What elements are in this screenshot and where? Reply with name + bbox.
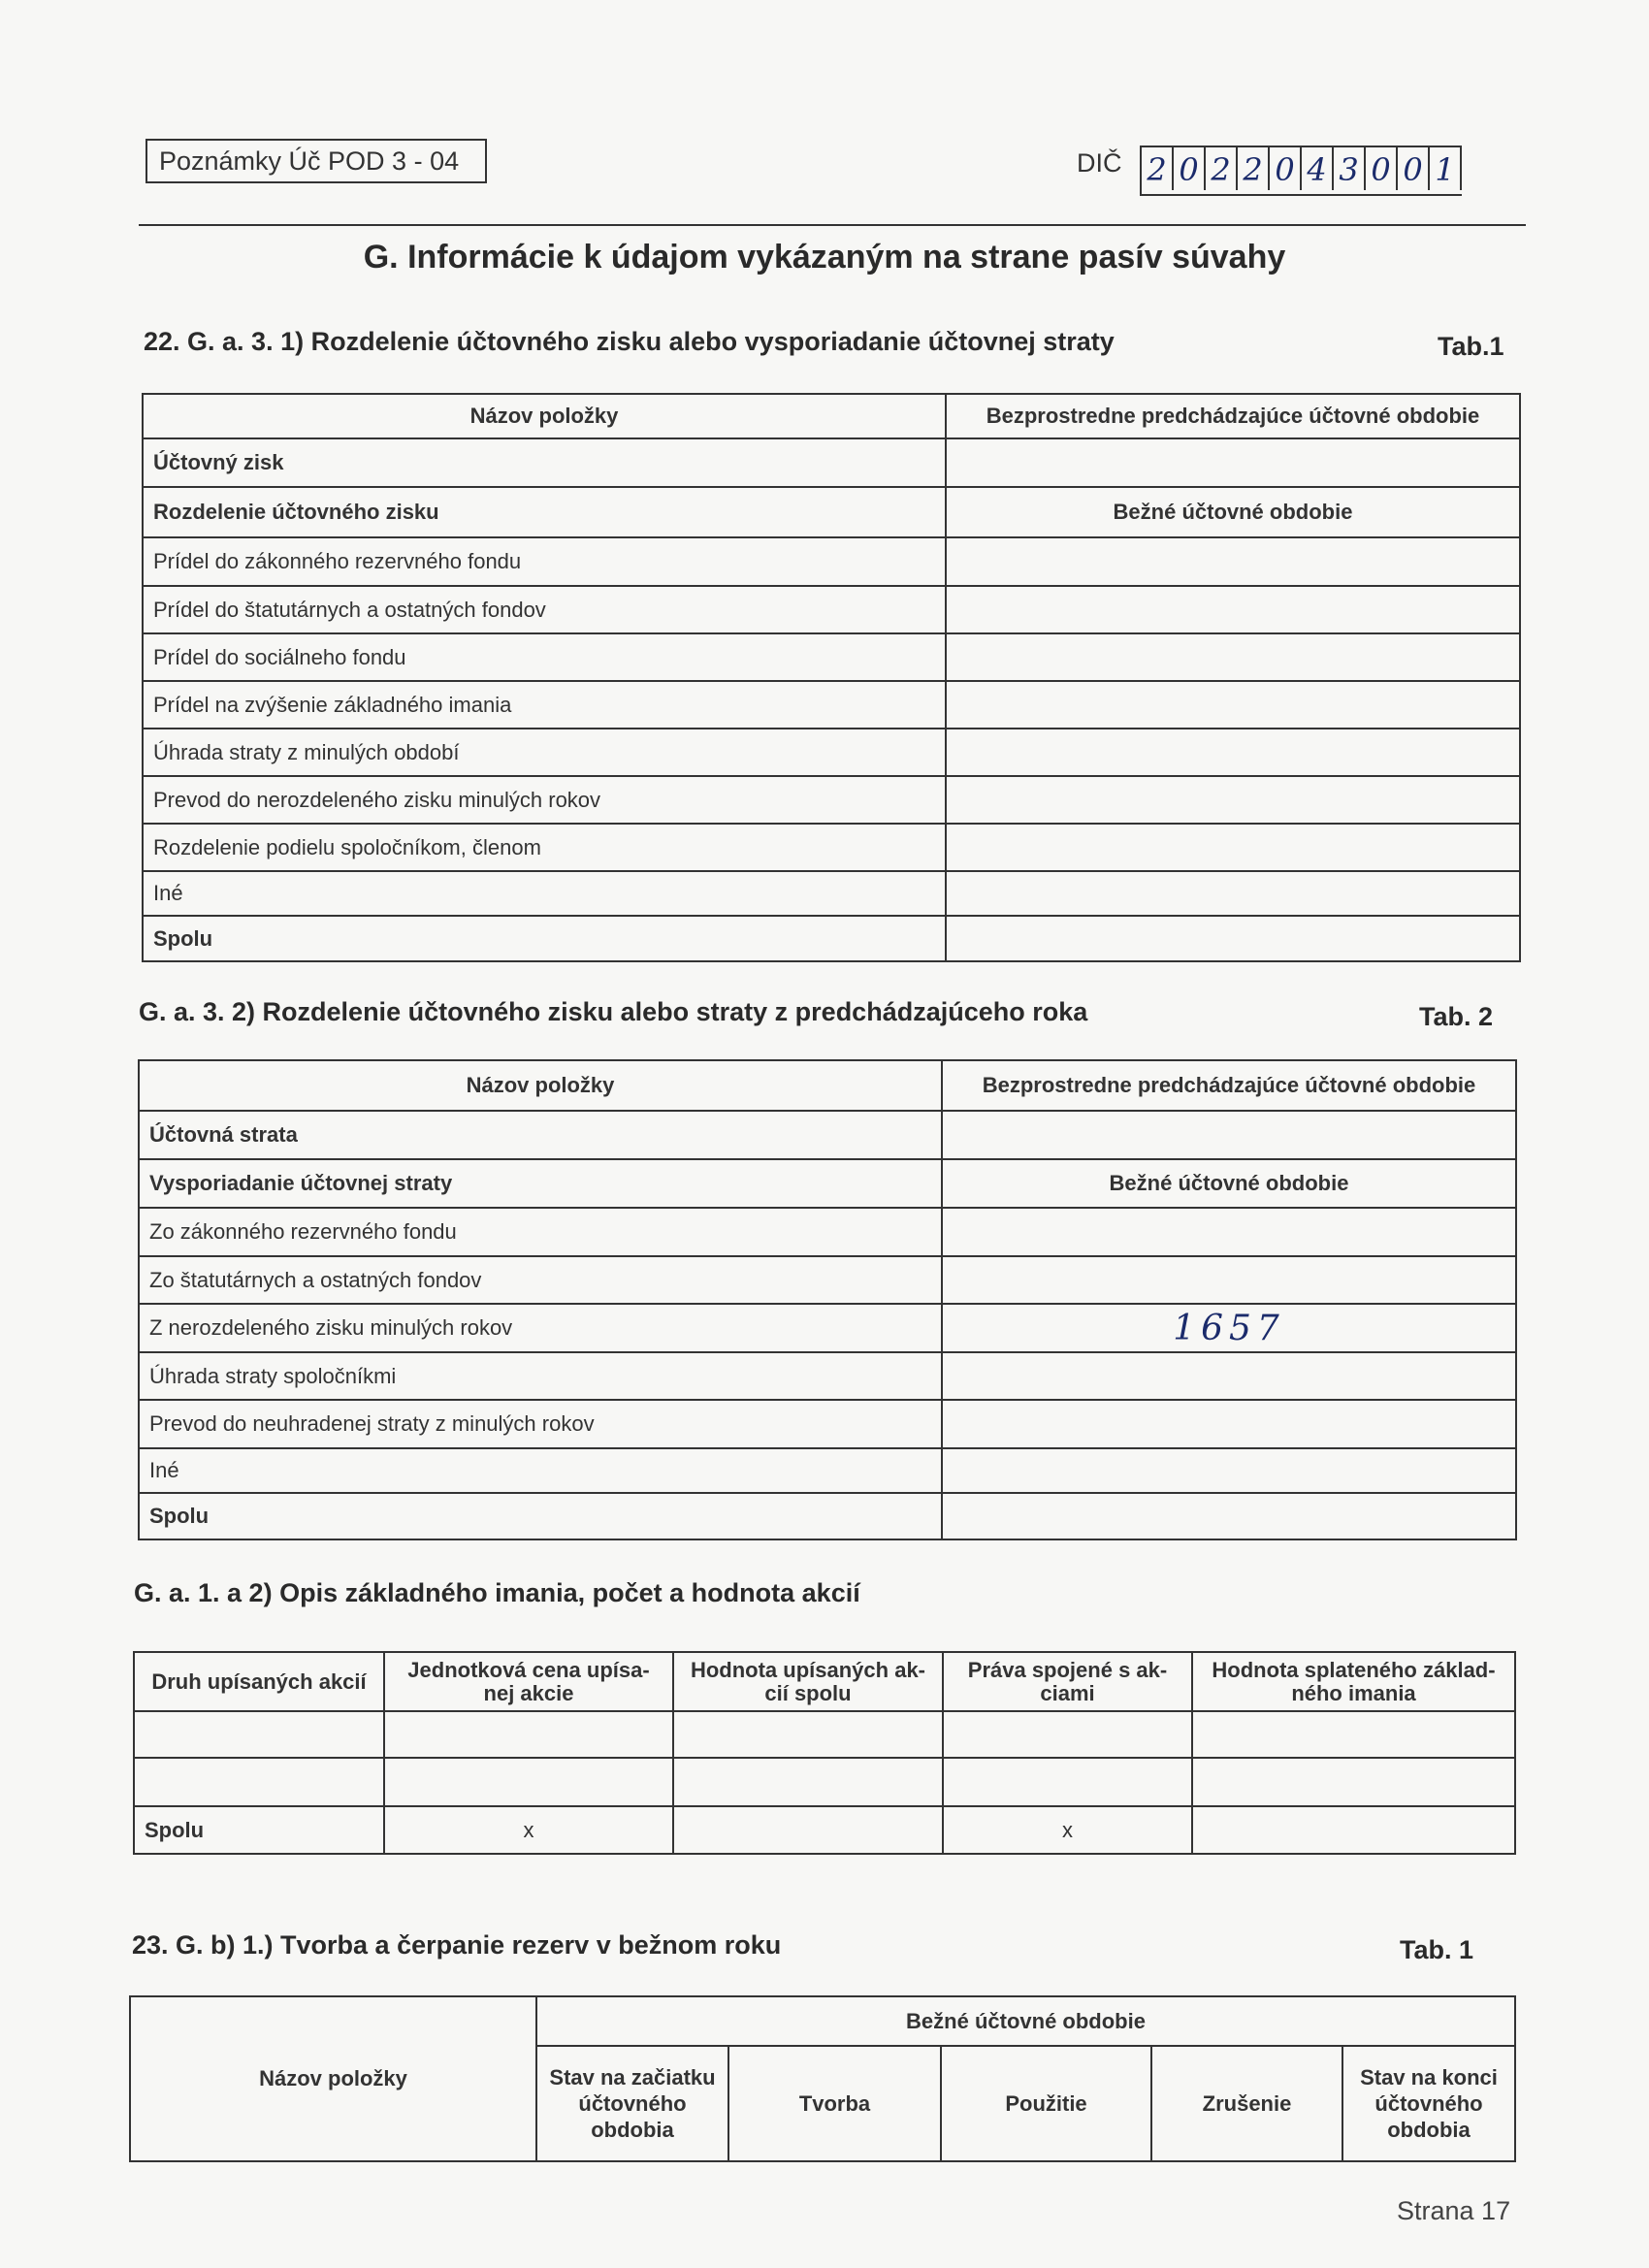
table1-row-value[interactable] bbox=[946, 824, 1520, 871]
table2-loss-value[interactable] bbox=[942, 1111, 1516, 1159]
table1-title: 22. G. a. 3. 1) Rozdelenie účtovného zisku alebo vysporiadanie účtovnej straty bbox=[144, 327, 1115, 356]
table2-title: G. a. 3. 2) Rozdelenie účtovného zisku alebo straty z predchádzajúceho roka bbox=[139, 997, 1088, 1026]
table2-col-prev: Bezprostredne predchádzajúce účtovné obdobie bbox=[942, 1060, 1516, 1111]
dic-digit: 2 bbox=[1142, 147, 1174, 190]
table3-header: Práva spojené s ak- ciami bbox=[943, 1652, 1192, 1711]
dic-digit: 2 bbox=[1206, 147, 1238, 190]
table2-row-value[interactable] bbox=[942, 1208, 1516, 1256]
table1-row-label: Prídel do zákonného rezervného fondu bbox=[143, 537, 946, 586]
table3-title: G. a. 1. a 2) Opis základného imania, počet a hodnota akcií bbox=[134, 1578, 860, 1607]
table1-row-value[interactable] bbox=[946, 537, 1520, 586]
table1-row-value[interactable] bbox=[946, 633, 1520, 681]
table3-cell[interactable] bbox=[1192, 1711, 1515, 1758]
table2-total-label: Spolu bbox=[139, 1493, 942, 1539]
dic-digit: 0 bbox=[1398, 147, 1430, 190]
table2-row-label: Prevod do neuhradenej straty z minulých rokov bbox=[139, 1400, 942, 1448]
table4 bbox=[129, 1995, 1516, 2162]
table1-row-value[interactable] bbox=[946, 729, 1520, 776]
table2-total-value[interactable] bbox=[942, 1493, 1516, 1539]
table2-col-name: Názov položky bbox=[139, 1060, 942, 1111]
table1-total-value[interactable] bbox=[946, 916, 1520, 961]
table2-col-current: Bežné účtovné obdobie bbox=[942, 1159, 1516, 1208]
dic-boxes bbox=[1140, 146, 1462, 196]
table3-cell[interactable] bbox=[1192, 1806, 1515, 1854]
table3-header: Jednotková cena upísa- nej akcie bbox=[384, 1652, 673, 1711]
dic-digit: 0 bbox=[1174, 147, 1206, 190]
table2-row-label: Úhrada straty spoločníkmi bbox=[139, 1352, 942, 1400]
table2-row-label: Z nerozdeleného zisku minulých rokov bbox=[139, 1304, 942, 1352]
page-number: Strana 17 bbox=[1397, 2196, 1511, 2225]
table1-profit-value[interactable] bbox=[946, 438, 1520, 487]
table2-row-value-handwritten[interactable]: 1657 bbox=[942, 1304, 1516, 1352]
table3-cell[interactable] bbox=[134, 1758, 384, 1806]
table3-cell[interactable] bbox=[943, 1758, 1192, 1806]
table4-col-group: Bežné účtovné obdobie bbox=[536, 1996, 1515, 2046]
table2-row-label: Zo štatutárnych a ostatných fondov bbox=[139, 1256, 942, 1304]
table4-subcol: Stav na konci účtovného obdobia bbox=[1342, 2046, 1515, 2161]
table4-tab-label: Tab. 1 bbox=[1400, 1935, 1474, 1964]
table3-total-label: Spolu bbox=[134, 1806, 384, 1854]
table3-cell[interactable] bbox=[943, 1711, 1192, 1758]
table1-row-label: Prevod do nerozdeleného zisku minulých rokov bbox=[143, 776, 946, 824]
table1-row-label: Prídel do štatutárnych a ostatných fondov bbox=[143, 586, 946, 633]
table1-row-label: Úhrada straty z minulých období bbox=[143, 729, 946, 776]
table1-row-label: Prídel do sociálneho fondu bbox=[143, 633, 946, 681]
table4-col-name: Názov položky bbox=[130, 1996, 536, 2161]
table1 bbox=[142, 393, 1521, 962]
table2-row-value[interactable] bbox=[942, 1400, 1516, 1448]
table4-subcol: Použitie bbox=[941, 2046, 1151, 2161]
table1-col-current: Bežné účtovné obdobie bbox=[946, 487, 1520, 537]
table1-row-distribution: Rozdelenie účtovného zisku bbox=[143, 487, 946, 537]
table3-header: Druh upísaných akcií bbox=[134, 1652, 384, 1711]
table1-col-name: Názov položky bbox=[143, 394, 946, 438]
table1-row-profit: Účtovný zisk bbox=[143, 438, 946, 487]
table3-header: Hodnota splateného základ- ného imania bbox=[1192, 1652, 1515, 1711]
table4-subcol: Tvorba bbox=[728, 2046, 941, 2161]
table3-cell[interactable] bbox=[134, 1711, 384, 1758]
table3 bbox=[133, 1651, 1516, 1855]
table1-row-value[interactable] bbox=[946, 681, 1520, 729]
table2 bbox=[138, 1059, 1517, 1540]
table4-subcol: Stav na začiatku účtovného obdobia bbox=[536, 2046, 728, 2161]
dic-digit: 1 bbox=[1430, 147, 1462, 190]
table2-tab-label: Tab. 2 bbox=[1419, 1002, 1494, 1031]
table1-row-value[interactable] bbox=[946, 776, 1520, 824]
table3-cell[interactable] bbox=[384, 1711, 673, 1758]
table1-row-label: Prídel na zvýšenie základného imania bbox=[143, 681, 946, 729]
table2-row-value[interactable] bbox=[942, 1352, 1516, 1400]
table2-row-settlement: Vysporiadanie účtovnej straty bbox=[139, 1159, 942, 1208]
table1-row-value[interactable] bbox=[946, 871, 1520, 916]
table2-row-label: Iné bbox=[139, 1448, 942, 1493]
form-code: Poznámky Úč POD 3 - 04 bbox=[146, 139, 487, 183]
dic-digit: 0 bbox=[1270, 147, 1302, 190]
table3-cell[interactable] bbox=[1192, 1758, 1515, 1806]
table4-title: 23. G. b) 1.) Tvorba a čerpanie rezerv v bežnom roku bbox=[132, 1930, 782, 1960]
table2-row-label: Zo zákonného rezervného fondu bbox=[139, 1208, 942, 1256]
table3-cell[interactable] bbox=[384, 1758, 673, 1806]
table3-cell[interactable] bbox=[673, 1806, 943, 1854]
table3-total-mark: x bbox=[943, 1806, 1192, 1854]
table2-row-value[interactable] bbox=[942, 1448, 1516, 1493]
dic-digit: 0 bbox=[1366, 147, 1398, 190]
table1-col-prev: Bezprostredne predchádzajúce účtovné obdobie bbox=[946, 394, 1520, 438]
table1-row-label: Iné bbox=[143, 871, 946, 916]
table3-cell[interactable] bbox=[673, 1711, 943, 1758]
dic-label: DIČ bbox=[1077, 148, 1122, 178]
page-title: G. Informácie k údajom vykázaným na strane pasív súvahy bbox=[363, 239, 1286, 275]
dic-digit: 4 bbox=[1302, 147, 1334, 190]
table2-row-loss: Účtovná strata bbox=[139, 1111, 942, 1159]
table1-row-value[interactable] bbox=[946, 586, 1520, 633]
table1-row-label: Rozdelenie podielu spoločníkom, členom bbox=[143, 824, 946, 871]
header-divider bbox=[139, 224, 1526, 226]
table1-total-label: Spolu bbox=[143, 916, 946, 961]
dic-digit: 2 bbox=[1238, 147, 1270, 190]
table1-tab-label: Tab.1 bbox=[1438, 332, 1504, 361]
table2-row-value[interactable] bbox=[942, 1256, 1516, 1304]
table3-header: Hodnota upísaných ak- cií spolu bbox=[673, 1652, 943, 1711]
table3-cell[interactable] bbox=[673, 1758, 943, 1806]
table3-total-mark: x bbox=[384, 1806, 673, 1854]
table4-subcol: Zrušenie bbox=[1151, 2046, 1342, 2161]
dic-digit: 3 bbox=[1334, 147, 1366, 190]
